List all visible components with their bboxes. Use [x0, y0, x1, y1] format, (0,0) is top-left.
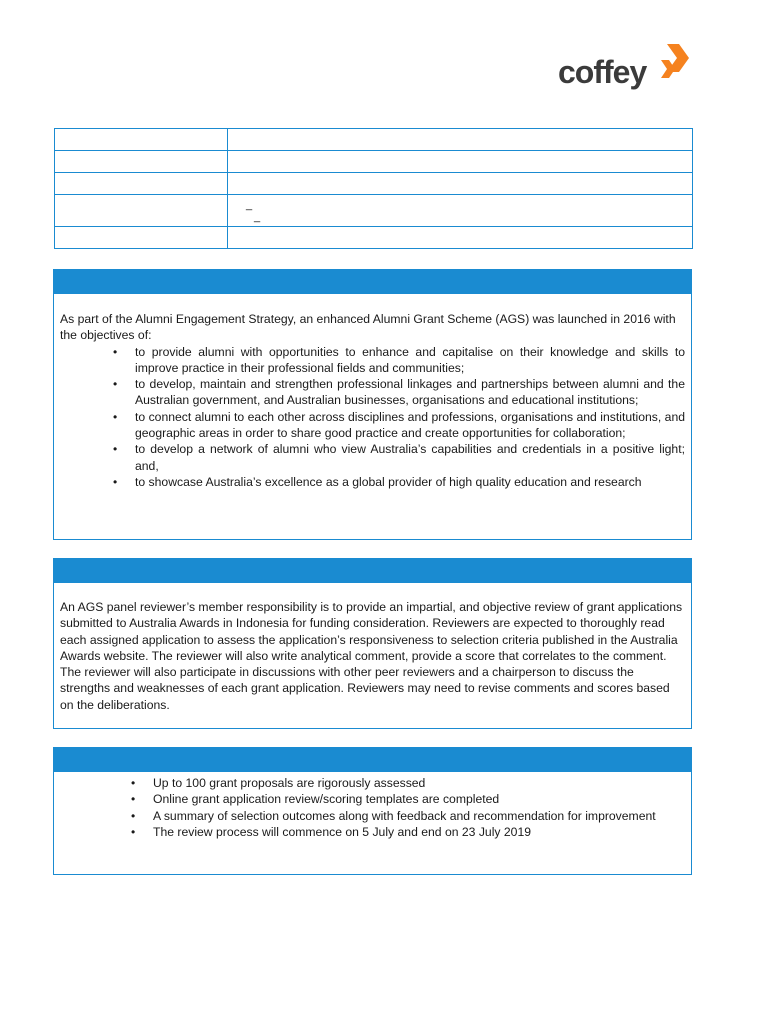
objectives-intro: As part of the Alumni Engagement Strategy, an enhanced Alumni Grant Scheme (AGS) was launched in 2016 with the objectives of:	[60, 312, 676, 343]
list-item: • to develop, maintain and strengthen professional linkages and partnerships between alumni and the Australian government, and Australian businesses, organisations and educational institutions;	[113, 377, 685, 408]
coffey-logo	[558, 42, 698, 94]
outputs-section	[53, 747, 692, 875]
logo-text: coffey	[558, 54, 647, 90]
info-table	[54, 128, 693, 249]
section-header-bar	[54, 270, 691, 294]
responsibility-section	[53, 558, 692, 729]
table-cell-value	[228, 227, 693, 249]
table-cell-label	[55, 173, 228, 195]
list-item: • The review process will commence on 5 July and end on 23 July 2019	[131, 824, 532, 839]
objectives-list	[54, 344, 691, 491]
table-cell-value	[228, 129, 693, 151]
list-item: • to provide alumni with opportunities to enhance and capitalise on their knowledge and skills to improve practice in their professional fields and communities;	[113, 344, 685, 375]
section-header-bar	[54, 748, 691, 772]
table-cell-label	[55, 129, 228, 151]
table-cell-value	[228, 173, 693, 195]
table-row	[55, 151, 693, 173]
table-cell-label	[55, 151, 228, 173]
list-item: • Up to 100 grant proposals are rigorously assessed	[131, 776, 426, 790]
list-item: • to showcase Australia’s excellence as a global provider of high quality education and research	[113, 474, 642, 489]
table-cell-label	[55, 195, 228, 227]
list-item: • to connect alumni to each other across disciplines and professions, organisations and institutions, and geographic areas in order to share good practice and create opportunities for collaboration;	[113, 409, 685, 441]
dash-mark: _	[254, 210, 261, 223]
list-item: • to develop a network of alumni who view Australia’s capabilities and credentials in a positive light; and,	[113, 442, 685, 473]
responsibility-text: An AGS panel reviewer’s member responsibility is to provide an impartial, and objective review of grant applications submitted to Australia Awards in Indonesia for funding consideration. Reviewers are expected to thoroughly read each assigned application to assess the application’s responsiveness to selection criteria published in the Australia Awards website. The reviewer will also write analytical comment, provide a score that correlates to the comment. The reviewer will also participate in discussions with other peer reviewers and a chairperson to discuss the strengths and weaknesses of each grant application. Reviewers may need to revise comments and scores based on the deliberations.	[60, 600, 683, 712]
logo-chevron-icon	[659, 42, 693, 82]
list-item: • A summary of selection outcomes along with feedback and recommendation for improvement	[131, 808, 656, 823]
outputs-list	[54, 772, 691, 840]
table-row	[55, 227, 693, 249]
objectives-section	[53, 269, 692, 540]
table-cell-value	[228, 151, 693, 173]
table-row	[55, 195, 693, 227]
table-cell-label	[55, 227, 228, 249]
table-row	[55, 129, 693, 151]
dash-mark: _	[246, 198, 253, 211]
section-header-bar	[54, 559, 691, 583]
table-cell-value	[228, 195, 693, 227]
table-row	[55, 173, 693, 195]
list-item: • Online grant application review/scoring templates are completed	[131, 792, 500, 807]
